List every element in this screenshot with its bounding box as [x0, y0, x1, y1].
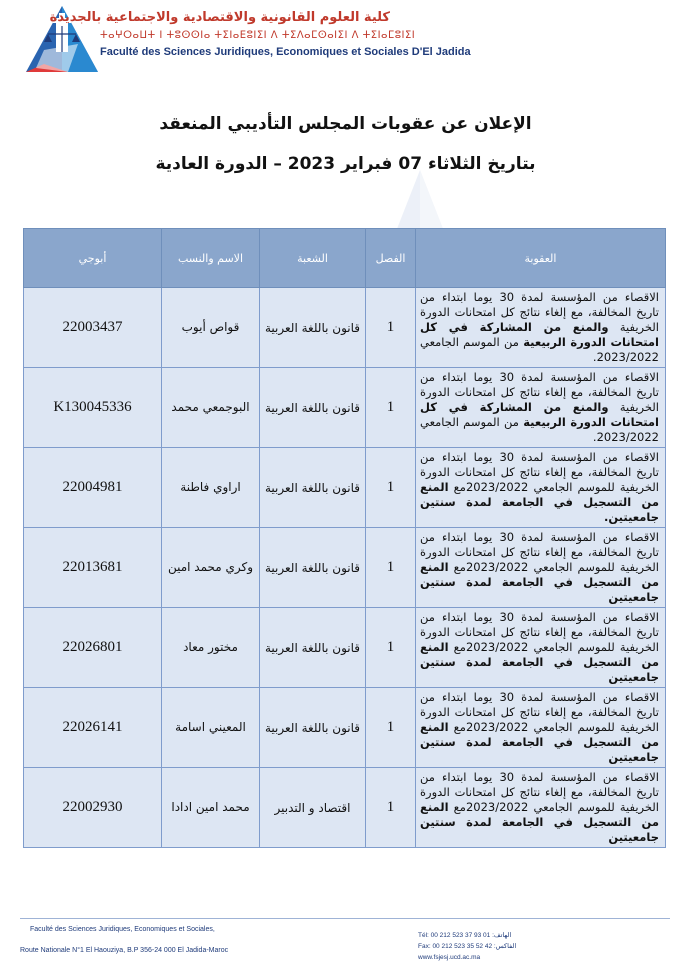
footer-contact — [418, 930, 538, 963]
semester-cell: 1 — [366, 448, 416, 528]
penalty-cell: الاقصاء من المؤسسة لمدة 30 يوما ابتداء من تاريخ المخالفة، مع إلغاء نتائج كل امتحانات الدورة الخريفية والمنع من المشاركة في كل امتحانات الدورة الربيعية من الموسم الجامعي 2023/2022. — [416, 368, 666, 448]
announcement-title: الإعلان عن عقوبات المجلس التأديبي المنعقد — [159, 114, 532, 134]
table-row — [24, 688, 666, 768]
footer-divider — [20, 918, 670, 919]
footer-fax: Fax: 00 212 523 35 52 42 :الفاكس — [418, 943, 517, 950]
apogee-cell: 22026141 — [24, 688, 162, 768]
semester-cell: 1 — [366, 688, 416, 768]
student-name-cell: اراوي فاطنة — [162, 448, 260, 528]
penalty-cell: الاقصاء من المؤسسة لمدة 30 يوما ابتداء من تاريخ المخالفة، مع إلغاء نتائج كل امتحانات الدورة الخريفية للموسم الجامعي 2023/2022مع المنع من التسجيل في الجامعة لمدة سنتين جامعيتين — [416, 768, 666, 848]
table-row — [24, 288, 666, 368]
branch-cell: قانون باللغة العربية — [260, 608, 366, 688]
table-header-row — [24, 229, 666, 288]
branch-cell: اقتصاد و التدبير — [260, 768, 366, 848]
apogee-cell: 22013681 — [24, 528, 162, 608]
header-apogee: أبوجي — [24, 229, 162, 288]
semester-cell: 1 — [366, 288, 416, 368]
header-branch: الشعبة — [260, 229, 366, 288]
page-header — [0, 0, 691, 80]
student-name-cell: محمد امين ادادا — [162, 768, 260, 848]
student-name-cell: البوجمعي محمد — [162, 368, 260, 448]
semester-cell: 1 — [366, 368, 416, 448]
branch-cell: قانون باللغة العربية — [260, 368, 366, 448]
footer-institution: Faculté des Sciences Juridiques, Economiques et Sociales, — [30, 926, 215, 933]
student-name-cell: وكري محمد امين — [162, 528, 260, 608]
announcement-date: بتاريخ الثلاثاء 07 فبراير 2023 – الدورة العادية — [155, 154, 536, 174]
student-name-cell: المعيني اسامة — [162, 688, 260, 768]
table-row — [24, 528, 666, 608]
semester-cell: 1 — [366, 608, 416, 688]
table-row — [24, 448, 666, 528]
penalty-cell: الاقصاء من المؤسسة لمدة 30 يوما ابتداء من تاريخ المخالفة، مع إلغاء نتائج كل امتحانات الدورة الخريفية والمنع من المشاركة في كل امتحانات الدورة الربيعية من الموسم الجامعي 2023/2022. — [416, 288, 666, 368]
apogee-cell: 22003437 — [24, 288, 162, 368]
penalty-cell: الاقصاء من المؤسسة لمدة 30 يوما ابتداء من تاريخ المخالفة، مع إلغاء نتائج كل امتحانات الدورة الخريفية للموسم الجامعي 2023/2022مع المنع من التسجيل في الجامعة لمدة سنتين جامعيتين — [416, 528, 666, 608]
table-row — [24, 608, 666, 688]
table-row — [24, 368, 666, 448]
apogee-cell: 22026801 — [24, 608, 162, 688]
apogee-cell: 22002930 — [24, 768, 162, 848]
footer-tel: Tél: 00 212 523 37 93 01 :الهاتف — [418, 932, 512, 939]
student-name-cell: قواص أيوب — [162, 288, 260, 368]
footer-address: Route Nationale N°1 El Haouziya, B.P 356-24 000 El Jadida-Maroc — [20, 947, 229, 954]
branch-cell: قانون باللغة العربية — [260, 288, 366, 368]
penalty-cell: الاقصاء من المؤسسة لمدة 30 يوما ابتداء من تاريخ المخالفة، مع إلغاء نتائج كل امتحانات الدورة الخريفية للموسم الجامعي 2023/2022مع المنع من التسجيل في الجامعة لمدة سنتين جامعيتين. — [416, 448, 666, 528]
penalty-cell: الاقصاء من المؤسسة لمدة 30 يوما ابتداء من تاريخ المخالفة، مع إلغاء نتائج كل امتحانات الدورة الخريفية للموسم الجامعي 2023/2022مع المنع من التسجيل في الجامعة لمدة سنتين جامعيتين — [416, 608, 666, 688]
sanctions-table — [23, 228, 666, 848]
penalty-cell: الاقصاء من المؤسسة لمدة 30 يوما ابتداء من تاريخ المخالفة، مع إلغاء نتائج كل امتحانات الدورة الخريفية للموسم الجامعي 2023/2022مع المنع من التسجيل في الجامعة لمدة سنتين جامعيتين — [416, 688, 666, 768]
header-name: الاسم والنسب — [162, 229, 260, 288]
branch-cell: قانون باللغة العربية — [260, 528, 366, 608]
header-penalty: العقوبة — [416, 229, 666, 288]
semester-cell: 1 — [366, 768, 416, 848]
table-row — [24, 768, 666, 848]
apogee-cell: 22004981 — [24, 448, 162, 528]
branch-cell: قانون باللغة العربية — [260, 688, 366, 768]
header-semester: الفصل — [366, 229, 416, 288]
faculty-name-french: Faculté des Sciences Juridiques, Economiques et Sociales D'El Jadida — [100, 46, 471, 58]
apogee-cell: K130045336 — [24, 368, 162, 448]
faculty-name-tifinagh: ⵜⴰⵖⵔⴰⵡⵜ ⵏ ⵜⵓⵙⵙⵏⴰ ⵜⵉⵏⴰⴹⵓⵏⵉⵏ ⴷ ⵜⵉⴷⴰⵎⵙⴰⵏⵉⵏ ⴷ ⵜⵉⵏⴰⵎⵓⵏⵉⵏ — [100, 30, 416, 41]
student-name-cell: مختور معاد — [162, 608, 260, 688]
faculty-name-arabic: كلية العلوم القانونية والاقتصادية والاجتماعية بالجديدة — [49, 10, 390, 25]
branch-cell: قانون باللغة العربية — [260, 448, 366, 528]
footer-website[interactable]: www.fsjesj.ucd.ac.ma — [418, 954, 481, 961]
semester-cell: 1 — [366, 528, 416, 608]
